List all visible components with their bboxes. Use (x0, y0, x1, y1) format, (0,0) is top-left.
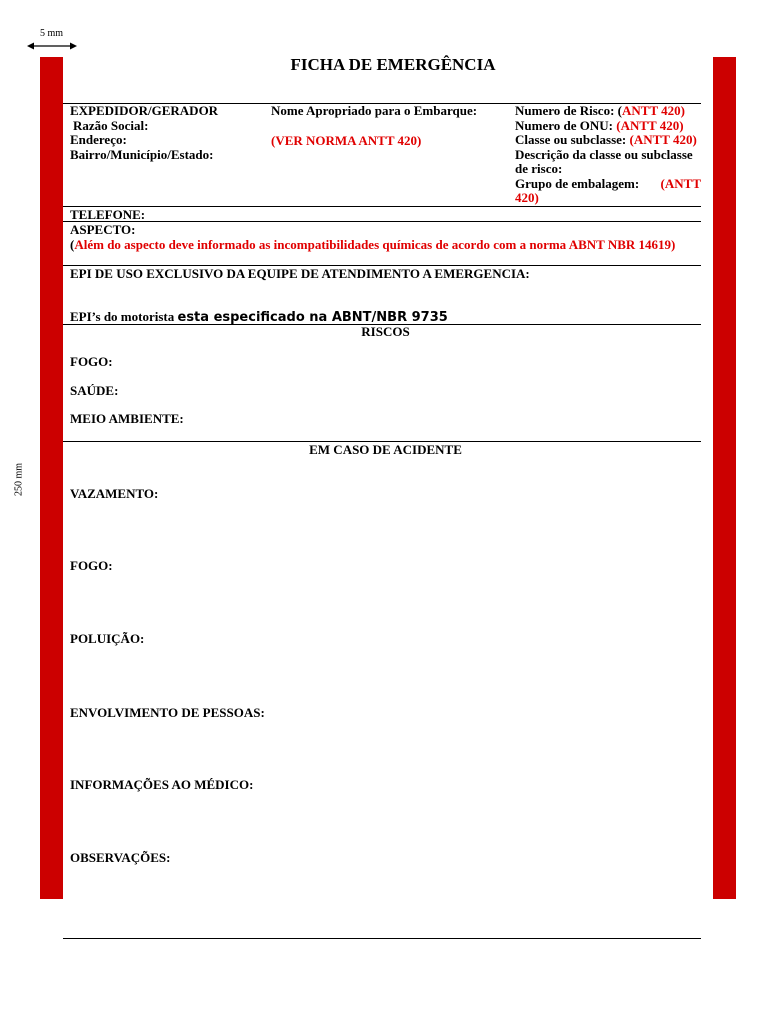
divider (63, 938, 701, 939)
numero-onu-label: Numero de ONU: (515, 117, 617, 133)
grupo-label: Grupo de embalagem: (515, 175, 640, 191)
epi-motorista-label: EPI’s do motorista (70, 309, 178, 324)
left-red-bar (40, 57, 63, 899)
numero-risco-row (515, 104, 701, 119)
informacoes-medico-label: INFORMAÇÕES AO MÉDICO: (70, 777, 254, 792)
numero-onu-row (515, 119, 701, 134)
aspecto-note: Além do aspecto deve informado as incompatibilidades químicas de acordo com a norma ABNT NBR 14619) (74, 237, 676, 252)
page-title: FICHA DE EMERGÊNCIA (290, 55, 496, 74)
bairro-label: Bairro/Município/Estado: (70, 146, 214, 162)
classe-row (515, 133, 701, 148)
epi-motorista-row (70, 309, 448, 325)
razao-social-label: Razão Social: (73, 117, 149, 133)
grupo-ref-cont: 420) (515, 190, 539, 205)
riscos-meio-ambiente-label: MEIO AMBIENTE: (70, 411, 184, 426)
riscos-heading: RISCOS (361, 324, 410, 339)
ver-norma-note: (VER NORMA ANTT 420) (271, 132, 422, 148)
acidente-fogo-label: FOGO: (70, 558, 113, 573)
vazamento-label: VAZAMENTO: (70, 486, 159, 501)
observacoes-label: OBSERVAÇÕES: (70, 850, 171, 865)
nome-apropriado-label: Nome Apropriado para o Embarque: (271, 103, 478, 118)
right-red-bar (713, 57, 736, 899)
margin-width-arrow (27, 40, 77, 52)
grupo-row (515, 177, 701, 192)
divider (63, 221, 701, 222)
riscos-fogo-label: FOGO: (70, 354, 113, 369)
numero-risco-label: Numero de Risco: ( (515, 103, 622, 118)
expedidor-block (70, 104, 218, 162)
numero-onu-ref: (ANTT 420) (616, 117, 684, 133)
margin-height-label: 250 mm (13, 462, 25, 497)
epi-motorista-spec: esta especificado na ABNT/NBR 9735 (177, 310, 448, 325)
expedidor-label: EXPEDIDOR/GERADOR (70, 103, 219, 118)
grupo-ref: (ANTT (660, 175, 701, 191)
divider (63, 206, 701, 207)
endereco-label: Endereço: (70, 132, 127, 147)
acidente-heading: EM CASO DE ACIDENTE (309, 442, 462, 457)
numero-risco-ref: ANTT 420) (622, 103, 685, 118)
margin-width-label: 5 mm (40, 28, 64, 39)
envolvimento-label: ENVOLVIMENTO DE PESSOAS: (70, 705, 265, 720)
telefone-label: TELEFONE: (70, 207, 146, 222)
classe-ref: (ANTT 420) (629, 132, 697, 147)
epi-label: EPI DE USO EXCLUSIVO DA EQUIPE DE ATENDIMENTO A EMERGENCIA: (70, 266, 530, 281)
poluicao-label: POLUIÇÃO: (70, 631, 145, 646)
nome-apropriado-block (271, 104, 477, 148)
aspecto-label: ASPECTO: (70, 222, 136, 237)
classe-label: Classe ou subclasse: (515, 132, 630, 147)
risco-block (515, 104, 701, 206)
aspecto-paren: ( (70, 237, 75, 252)
descricao-label-2: de risco: (515, 161, 563, 176)
descricao-label-1: Descrição da classe ou subclasse (515, 146, 693, 162)
riscos-saude-label: SAÚDE: (70, 383, 119, 398)
aspecto-note-row (70, 237, 675, 253)
